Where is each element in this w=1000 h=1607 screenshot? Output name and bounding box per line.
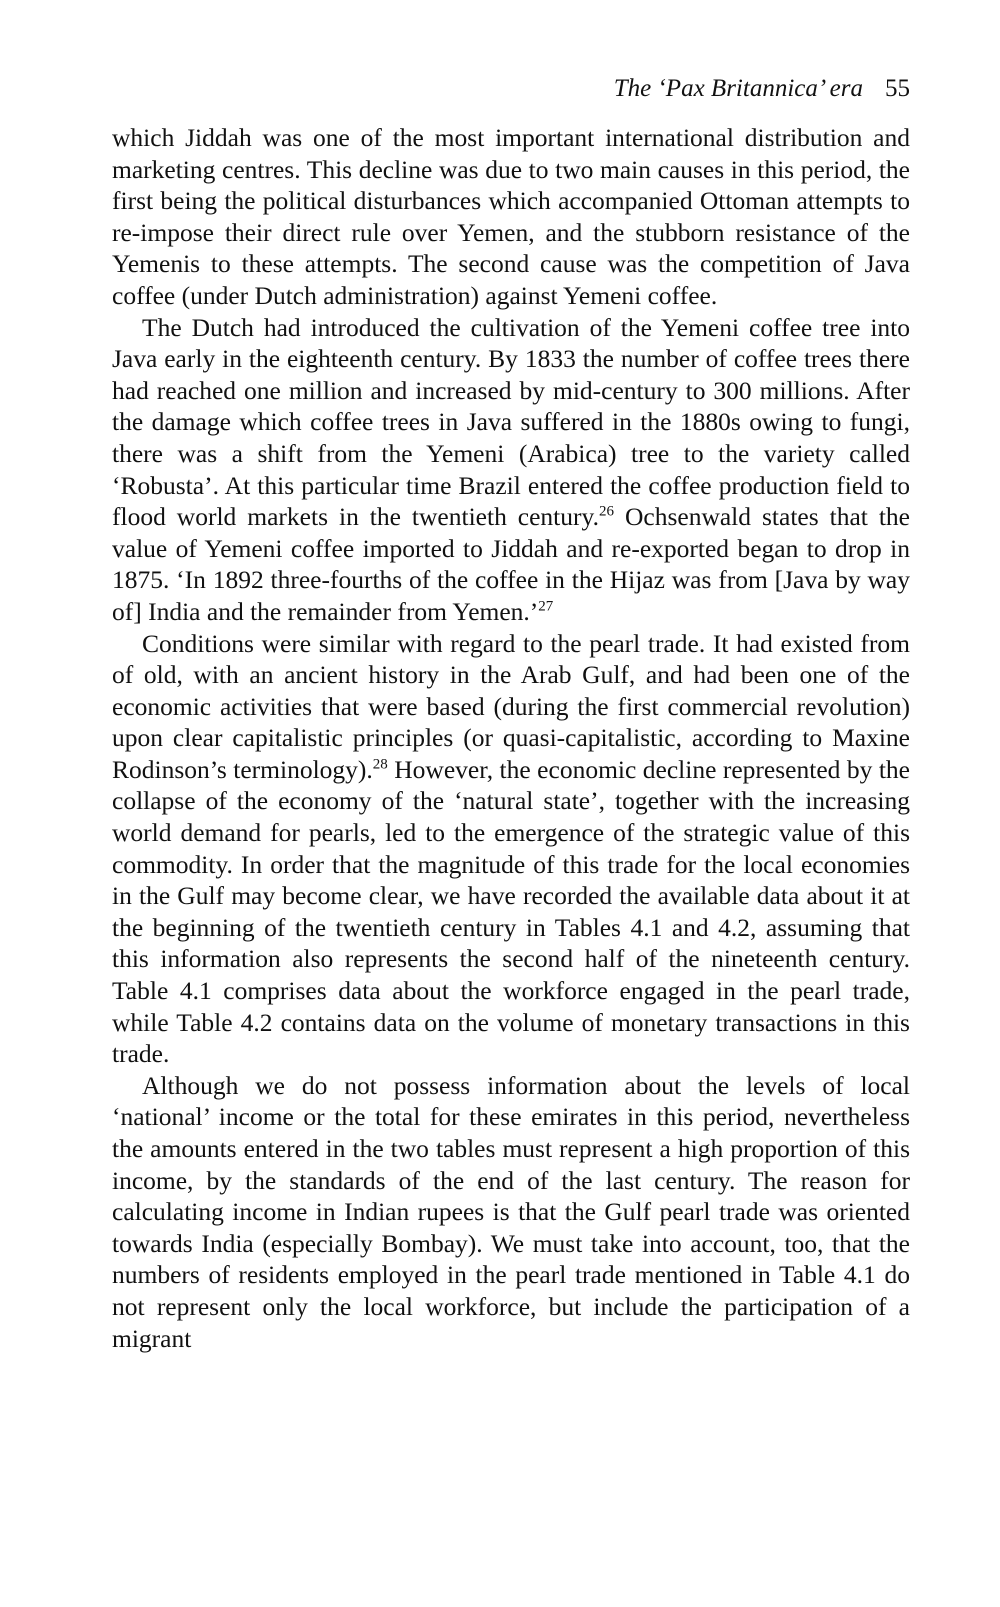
paragraph-4	[112, 1070, 910, 1354]
footnote-ref-27: 27	[538, 598, 554, 615]
paragraph-2	[112, 312, 910, 628]
body-text	[112, 122, 910, 1354]
page-number: 55	[885, 75, 910, 102]
paragraph-text: which Jiddah was one of the most important international distribution and marketing centres. This decline was due to two main causes in this period, the first being the political disturbances which accompanied Ottoman attempts to re-impose their direct rule over Yemen, and the stubborn resistance of the Yemenis to these attempts. The second cause was the competition of Java coffee (under Dutch administration) against Yemeni coffee.	[112, 123, 910, 310]
paragraph-text: Conditions were similar with regard to the pearl trade. It had existed from of old, with an ancient history in the Arab Gulf, and had been one of the economic activities that were based (during the first commercial revolution) upon clear capitalistic principles (or quasi-capitalistic, according to Maxine Rodinson’s terminology).	[112, 628, 910, 784]
paragraph-text: The Dutch had introduced the cultivation of the Yemeni coffee tree into Java early in the eighteenth century. By 1833 the number of coffee trees there had reached one million and increased by mid-century to 300 millions. After the damage which coffee trees in Java suffered in the 1880s owing to fungi, there was a shift from the Yemeni (Arabica) tree to the variety called ‘Robusta’. At this particular time Brazil entered the coffee production field to flood world markets in the twentieth century.	[112, 312, 910, 532]
paragraph-text: Although we do not possess information about the levels of local ‘national’ income or the total for these emirates in this period, nevertheless the amounts entered in the two tables must represent a high proportion of this income, by the standards of the end of the last century. The reason for calculating income in Indian rupees is that the Gulf pearl trade was oriented towards India (especially Bombay). We must take into account, too, that the numbers of residents employed in the pearl trade mentioned in Table 4.1 do not represent only the local workforce, but include the participation of a migrant	[112, 1070, 910, 1353]
paragraph-3	[112, 628, 910, 1070]
paragraph-text: However, the economic decline represented by the collapse of the economy of the ‘natural state’, together with the increasing world demand for pearls, led to the emergence of the strategic value of this commodity. In order that the magnitude of this trade for the local economies in the Gulf may become clear, we have recorded the available data about it at the beginning of the twentieth century in Tables 4.1 and 4.2, assuming that this information also represents the second half of the nineteenth century. Table 4.1 comprises data about the workforce engaged in the pearl trade, while Table 4.2 contains data on the volume of monetary transactions in this trade.	[112, 754, 910, 1069]
running-head	[112, 74, 910, 104]
footnote-ref-28: 28	[372, 756, 388, 773]
footnote-ref-26: 26	[598, 503, 614, 520]
paragraph-text: Ochsenwald states that the value of Yemeni coffee imported to Jiddah and re-exported began to drop in 1875. ‘In 1892 three-fourths of the coffee in the Hijaz was from [Java by way of] India and the remainder from Yemen.’	[112, 502, 910, 626]
paragraph-1	[112, 122, 910, 312]
running-title: The ‘Pax Britannica’ era	[613, 75, 863, 102]
